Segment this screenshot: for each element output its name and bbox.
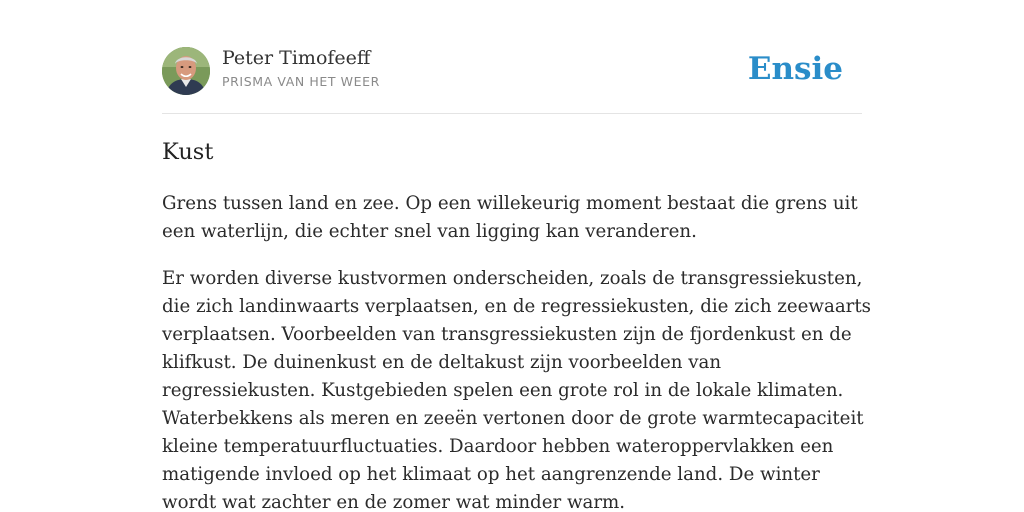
article-paragraph: Er worden diverse kustvormen onderscheiden, zoals de transgressiekusten, die zich landinwaarts verplaatsen, en de regressiekusten, die zich zeewaarts verplaatsen. Voorbeelden van transgressiekusten zijn de fjordenkust en de klifkust. De duinenkust en de deltakust zijn voorbeelden van regressiekusten. Kustgebieden spelen een grote rol in de lokale klimaten. Waterbekkens als meren en zeeën vertonen door de grote warmtecapaciteit kleine temperatuurfluctuaties. Daardoor hebben wateroppervlakken een matigende invloed op het klimaat op het aangrenzende land. De winter wordt wat zachter en de zomer wat minder warm. <box>162 268 872 512</box>
ensie-logo[interactable]: Ensie <box>747 51 843 87</box>
person-avatar-icon[interactable] <box>162 47 210 95</box>
article-title: Kust <box>162 139 214 165</box>
content-container <box>162 0 872 512</box>
header <box>162 0 862 114</box>
article-body <box>162 190 874 512</box>
author-name[interactable]: Peter Timofeeff <box>222 47 371 69</box>
article-paragraph: Grens tussen land en zee. Op een willekeurig moment bestaat die grens uit een waterlijn, die echter snel van ligging kan veranderen. <box>162 193 858 242</box>
author-subtitle: PRISMA VAN HET WEER <box>222 74 380 89</box>
